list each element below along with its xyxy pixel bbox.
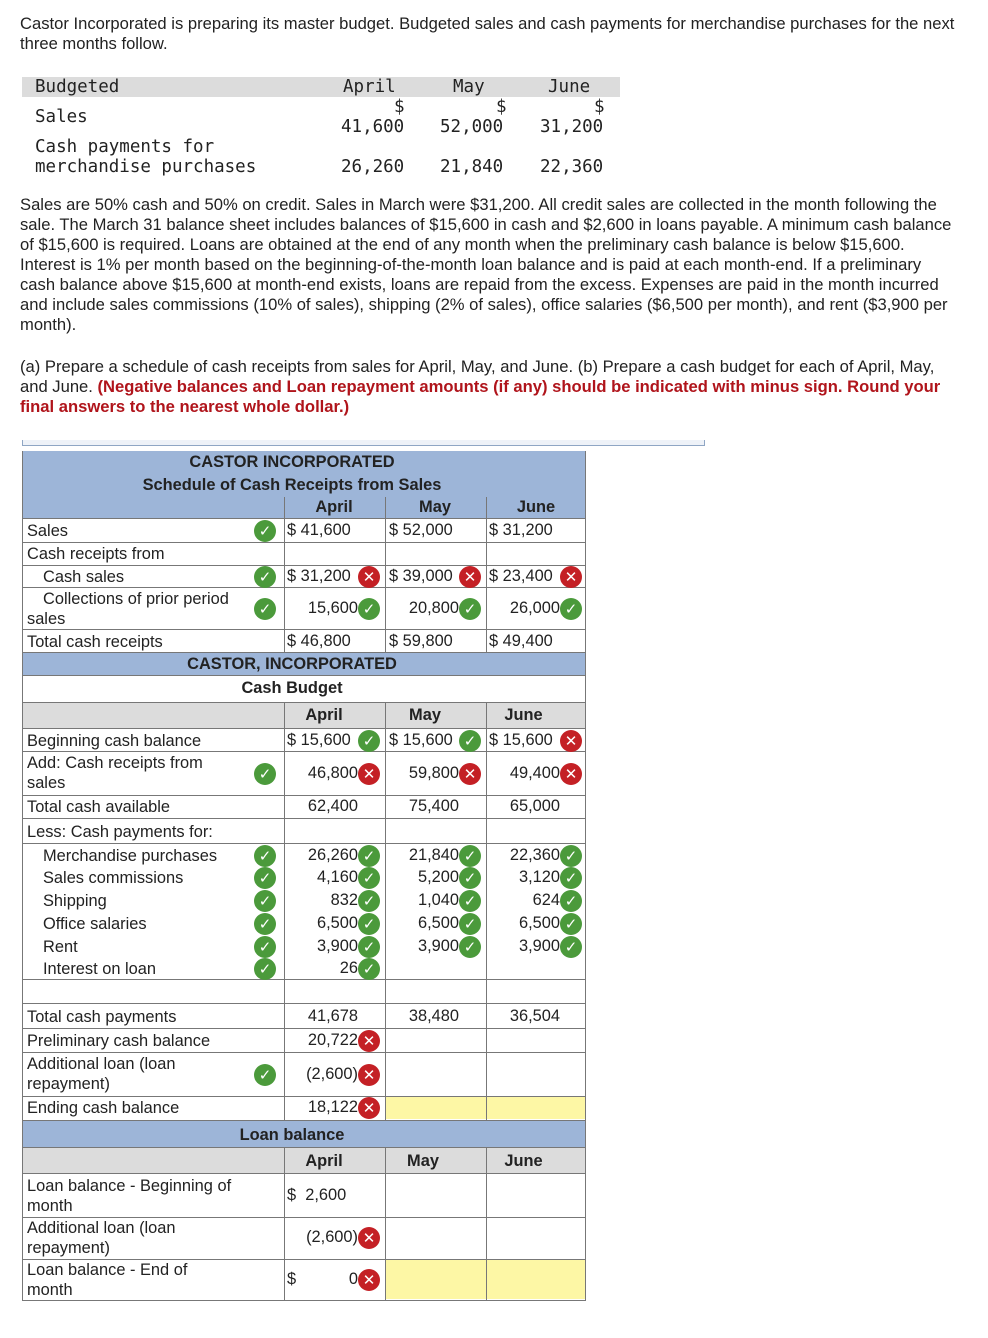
incorrect-x-icon: ✕	[358, 1030, 380, 1052]
merchandise-label: Merchandise purchases	[43, 847, 218, 865]
total-available-label: Total cash available	[27, 798, 171, 816]
add-receipts-april[interactable]: 46,800	[307, 764, 358, 782]
preliminary-label: Preliminary cash balance	[27, 1032, 211, 1050]
loan-begin-april: $ 2,600	[287, 1186, 347, 1204]
receipts-title: Schedule of Cash Receipts from Sales	[142, 476, 442, 494]
incorrect-x-icon: ✕	[358, 1227, 380, 1249]
loan-add-label-2: repayment)	[27, 1239, 110, 1257]
incorrect-x-icon: ✕	[560, 566, 582, 588]
facts-paragraph: Sales are 50% cash and 50% on credit. Sales in March were $31,200. All credit sales are collected in the month following the sale. The March 31 balance sheet includes balances of $15,600 in cash and $2,600 in loans payable. A minimum cash balance of $15,600 is required. Loans are obtained at the end of any month when the preliminary cash balance is below $15,600. Interest is 1% per month based on the beginning-of-the-month loan balance and is paid at each month-end. If a preliminary cash balance above $15,600 at month-end exists, loans are repaid from the excess. Expenses are paid in the month incurred and include sales commissions (10% of sales), shipping (2% of sales), office salaries ($6,500 per month), and rent ($3,900 per month).	[20, 195, 952, 334]
incorrect-x-icon: ✕	[358, 566, 380, 588]
correct-check-icon: ✓	[560, 598, 582, 620]
budget-payments-may: 21,840	[440, 157, 504, 177]
incorrect-x-icon: ✕	[358, 763, 380, 785]
budget-payments-label: Cash payments for	[35, 137, 215, 157]
correct-check-icon: ✓	[560, 913, 582, 935]
loan-end-label-2: month	[27, 1281, 73, 1299]
correct-check-icon: ✓	[358, 598, 380, 620]
receipts-month-april: April	[315, 498, 353, 516]
correct-check-icon: ✓	[459, 913, 481, 935]
merchandise-may[interactable]: 21,840	[408, 846, 459, 864]
loan-add-april[interactable]: (2,600)	[306, 1228, 358, 1246]
budget-header-label: Budgeted	[35, 77, 120, 97]
rent-june[interactable]: 3,900	[518, 937, 560, 955]
receipts-sales-may[interactable]: $ 52,000	[389, 521, 453, 539]
budget-sales-april: 41,600	[341, 117, 405, 137]
rent-april[interactable]: 3,900	[316, 937, 358, 955]
loan-end-currency: $	[287, 1270, 297, 1288]
correct-check-icon: ✓	[254, 890, 276, 912]
salaries-june[interactable]: 6,500	[518, 914, 560, 932]
loan-month-may: May	[407, 1152, 439, 1170]
shipping-june[interactable]: 624	[532, 891, 560, 909]
instructions-emphasis: (Negative balances and Loan repayment amounts (if any) should be indicated with minus sign. Round your final answers to the nearest whole dollar.)	[20, 377, 941, 416]
total-payments-label: Total cash payments	[27, 1008, 177, 1026]
budget-payments-april: 26,260	[341, 157, 405, 177]
correct-check-icon: ✓	[560, 890, 582, 912]
incorrect-x-icon: ✕	[560, 763, 582, 785]
beginning-balance-label: Beginning cash balance	[27, 732, 202, 750]
commissions-april[interactable]: 4,160	[316, 868, 358, 886]
additional-loan-april[interactable]: (2,600)	[306, 1065, 358, 1083]
add-receipts-label: Add: Cash receipts from	[27, 754, 203, 772]
cash-sales-may[interactable]: $ 39,000	[389, 567, 453, 585]
receipts-month-june: June	[516, 498, 556, 516]
collections-april[interactable]: 15,600	[307, 599, 358, 617]
less-payments-label: Less: Cash payments for:	[27, 823, 213, 841]
total-payments-may: 38,480	[408, 1007, 459, 1025]
salaries-april[interactable]: 6,500	[316, 914, 358, 932]
additional-loan-label-2: repayment)	[27, 1075, 110, 1093]
correct-check-icon: ✓	[254, 913, 276, 935]
budget-sales-may: 52,000	[440, 117, 504, 137]
receipts-company: CASTOR INCORPORATED	[189, 453, 395, 471]
correct-check-icon: ✓	[358, 730, 380, 752]
collections-june[interactable]: 26,000	[509, 599, 560, 617]
loan-begin-label: Loan balance - Beginning of	[27, 1177, 232, 1195]
ending-april[interactable]: 18,122	[307, 1098, 358, 1116]
preliminary-april[interactable]: 20,722	[307, 1031, 358, 1049]
budget-currency: $	[594, 97, 605, 117]
receipts-sales-april[interactable]: $ 41,600	[287, 521, 351, 539]
collections-label-2: sales	[27, 610, 66, 628]
instructions	[20, 357, 960, 417]
rent-may[interactable]: 3,900	[417, 937, 459, 955]
budget-currency: $	[394, 97, 405, 117]
cash-sales-april[interactable]: $ 31,200	[287, 567, 351, 585]
intro-text: Castor Incorporated is preparing its master budget. Budgeted sales and cash payments for merchandise purchases for the next three months follow.	[20, 14, 955, 53]
shipping-may[interactable]: 1,040	[417, 891, 459, 909]
total-payments-june: 36,504	[509, 1007, 560, 1025]
salaries-may[interactable]: 6,500	[417, 914, 459, 932]
total-receipts-april: $ 46,800	[287, 632, 351, 650]
additional-loan-label: Additional loan (loan	[27, 1055, 176, 1073]
add-receipts-may[interactable]: 59,800	[408, 764, 459, 782]
budget-payments-june: 22,360	[540, 157, 604, 177]
correct-check-icon: ✓	[254, 763, 276, 785]
loan-begin-label-2: month	[27, 1197, 73, 1215]
correct-check-icon: ✓	[254, 958, 276, 980]
receipts-sales-june[interactable]: $ 31,200	[489, 521, 553, 539]
correct-check-icon: ✓	[358, 913, 380, 935]
total-receipts-june: $ 49,400	[489, 632, 553, 650]
tab-strip	[22, 440, 705, 446]
beginning-june[interactable]: $ 15,600	[489, 731, 553, 749]
receipts-sales-label: Sales	[27, 522, 69, 540]
commissions-june[interactable]: 3,120	[518, 868, 560, 886]
salaries-label: Office salaries	[43, 915, 147, 933]
correct-check-icon: ✓	[459, 867, 481, 889]
total-receipts-may: $ 59,800	[389, 632, 453, 650]
cash-sales-june[interactable]: $ 23,400	[489, 567, 553, 585]
loan-balance-title: Loan balance	[239, 1126, 345, 1144]
merchandise-april[interactable]: 26,260	[307, 846, 358, 864]
receipts-month-may: May	[419, 498, 451, 516]
budget-month-june: June	[504, 706, 543, 724]
correct-check-icon: ✓	[254, 566, 276, 588]
instructions-text: (a) Prepare a schedule of cash receipts from sales for April, May, and June. (b) Prepare a cash budget for each of April, May, and June.	[20, 357, 935, 396]
rent-label: Rent	[43, 938, 78, 956]
correct-check-icon: ✓	[358, 958, 380, 980]
available-april: 62,400	[307, 797, 358, 815]
beginning-april[interactable]: $ 15,600	[287, 731, 351, 749]
correct-check-icon: ✓	[358, 867, 380, 889]
correct-check-icon: ✓	[254, 520, 276, 542]
correct-check-icon: ✓	[560, 845, 582, 867]
budget-month-may: May	[453, 77, 485, 97]
correct-check-icon: ✓	[254, 867, 276, 889]
commissions-label: Sales commissions	[43, 869, 184, 887]
incorrect-x-icon: ✕	[358, 1269, 380, 1291]
correct-check-icon: ✓	[254, 936, 276, 958]
interest-label: Interest on loan	[43, 960, 156, 978]
collections-may[interactable]: 20,800	[408, 599, 459, 617]
budget-sales-june: 31,200	[540, 117, 604, 137]
budget-month-june: June	[548, 77, 591, 97]
correct-check-icon: ✓	[560, 936, 582, 958]
correct-check-icon: ✓	[459, 845, 481, 867]
correct-check-icon: ✓	[459, 936, 481, 958]
loan-month-june: June	[504, 1152, 543, 1170]
interest-april[interactable]: 26	[339, 959, 358, 977]
available-may: 75,400	[408, 797, 459, 815]
correct-check-icon: ✓	[254, 1064, 276, 1086]
correct-check-icon: ✓	[459, 730, 481, 752]
add-receipts-june[interactable]: 49,400	[509, 764, 560, 782]
incorrect-x-icon: ✕	[459, 566, 481, 588]
correct-check-icon: ✓	[459, 890, 481, 912]
available-june: 65,000	[509, 797, 560, 815]
ending-balance-label: Ending cash balance	[27, 1099, 180, 1117]
correct-check-icon: ✓	[358, 936, 380, 958]
receipts-from-label: Cash receipts from	[27, 545, 165, 563]
budget-currency: $	[496, 97, 507, 117]
cash-sales-label: Cash sales	[43, 568, 125, 586]
loan-end-label: Loan balance - End of	[27, 1261, 188, 1279]
add-receipts-label-2: sales	[27, 774, 66, 792]
budget-title: Cash Budget	[241, 679, 343, 697]
incorrect-x-icon: ✕	[560, 730, 582, 752]
incorrect-x-icon: ✕	[358, 1064, 380, 1086]
beginning-may[interactable]: $ 15,600	[389, 731, 453, 749]
correct-check-icon: ✓	[358, 890, 380, 912]
budget-month-may: May	[409, 706, 441, 724]
merchandise-june[interactable]: 22,360	[509, 846, 560, 864]
correct-check-icon: ✓	[358, 845, 380, 867]
budget-payments-label-2: merchandise purchases	[35, 157, 257, 177]
loan-month-april: April	[305, 1152, 343, 1170]
correct-check-icon: ✓	[459, 598, 481, 620]
correct-check-icon: ✓	[254, 598, 276, 620]
shipping-label: Shipping	[43, 892, 107, 910]
commissions-may[interactable]: 5,200	[417, 868, 459, 886]
correct-check-icon: ✓	[254, 845, 276, 867]
incorrect-x-icon: ✕	[358, 1097, 380, 1119]
loan-add-label: Additional loan (loan	[27, 1219, 176, 1237]
total-payments-april: 41,678	[307, 1007, 358, 1025]
budget-month-april: April	[305, 706, 343, 724]
loan-end-april[interactable]: 0	[348, 1270, 358, 1288]
budget-company: CASTOR, INCORPORATED	[187, 655, 397, 673]
shipping-april[interactable]: 832	[330, 891, 358, 909]
correct-check-icon: ✓	[560, 867, 582, 889]
collections-label: Collections of prior period	[43, 590, 229, 608]
budget-sales-label: Sales	[35, 107, 88, 127]
budget-month-april: April	[343, 77, 396, 97]
total-receipts-label: Total cash receipts	[27, 633, 163, 651]
incorrect-x-icon: ✕	[459, 763, 481, 785]
